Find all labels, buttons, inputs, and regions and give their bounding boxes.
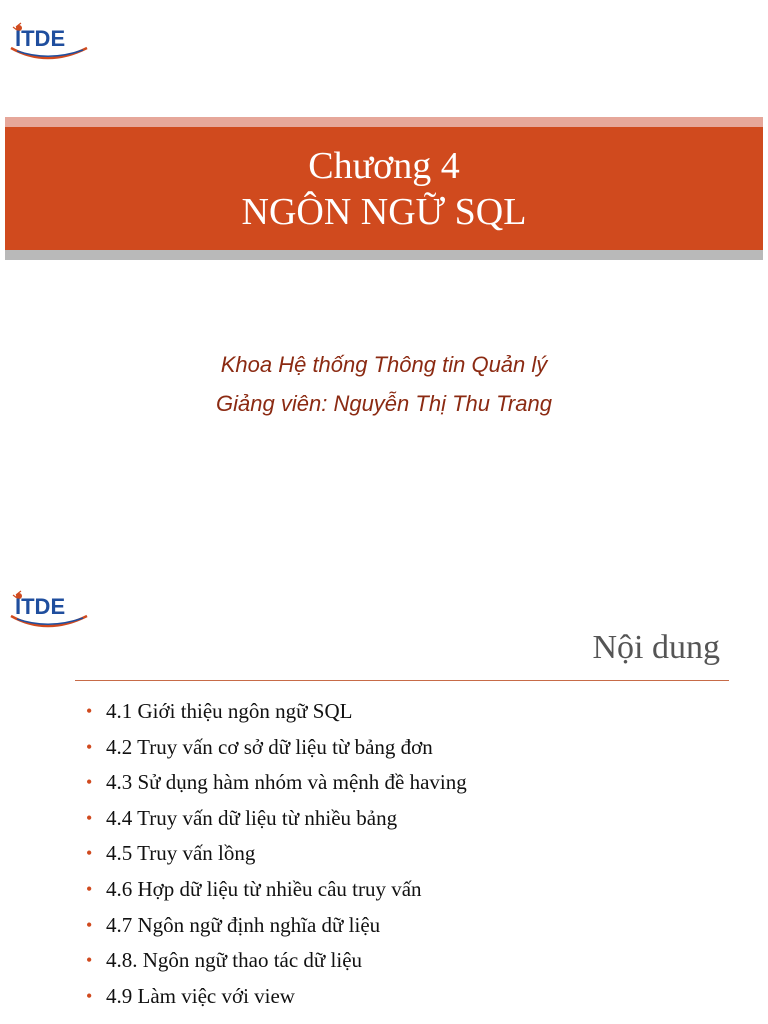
list-item: • 4.9 Làm việc với view xyxy=(86,979,467,1015)
list-item: • 4.1 Giới thiệu ngôn ngữ SQL xyxy=(86,694,467,730)
itde-logo xyxy=(7,18,91,64)
bullet-icon: • xyxy=(86,772,93,793)
logo-text: ITDE xyxy=(15,26,66,51)
itde-logo xyxy=(7,586,91,632)
bullet-icon: • xyxy=(86,736,93,757)
bullet-icon: • xyxy=(86,985,93,1006)
chapter-title: Chương 4 xyxy=(308,145,460,187)
list-item: • 4.2 Truy vấn cơ sở dữ liệu từ bảng đơn xyxy=(86,730,467,766)
chapter-subtitle: NGÔN NGỮ SQL xyxy=(241,191,527,233)
list-item: • 4.7 Ngôn ngữ định nghĩa dữ liệu xyxy=(86,908,467,944)
list-item: • 4.8. Ngôn ngữ thao tác dữ liệu xyxy=(86,943,467,979)
logo-text: ITDE xyxy=(15,594,66,619)
title-band xyxy=(5,127,763,250)
bullet-icon: • xyxy=(86,807,93,828)
title-band-bottom-stripe xyxy=(5,250,763,260)
contents-slide xyxy=(0,560,768,1024)
bullet-icon: • xyxy=(86,950,93,971)
contents-list xyxy=(86,694,467,1014)
section-title: Nội dung xyxy=(592,629,720,666)
faculty-line: Khoa Hệ thống Thông tin Quản lý xyxy=(220,352,548,377)
title-band-top-stripe xyxy=(5,117,763,127)
bullet-icon: • xyxy=(86,843,93,864)
list-item: • 4.3 Sử dụng hàm nhóm và mệnh đề having xyxy=(86,765,467,801)
itde-logo-icon xyxy=(7,586,91,632)
title-divider xyxy=(75,680,729,681)
bullet-icon: • xyxy=(86,878,93,899)
list-item: • 4.5 Truy vấn lồng xyxy=(86,836,467,872)
bullet-icon: • xyxy=(86,701,93,721)
list-item: • 4.6 Hợp dữ liệu từ nhiều câu truy vấn xyxy=(86,872,467,908)
bullet-icon: • xyxy=(86,914,93,935)
lecturer-line: Giảng viên: Nguyễn Thị Thu Trang xyxy=(216,391,552,416)
list-item: • 4.4 Truy vấn dữ liệu từ nhiều bảng xyxy=(86,801,467,837)
itde-logo-icon xyxy=(7,18,91,64)
